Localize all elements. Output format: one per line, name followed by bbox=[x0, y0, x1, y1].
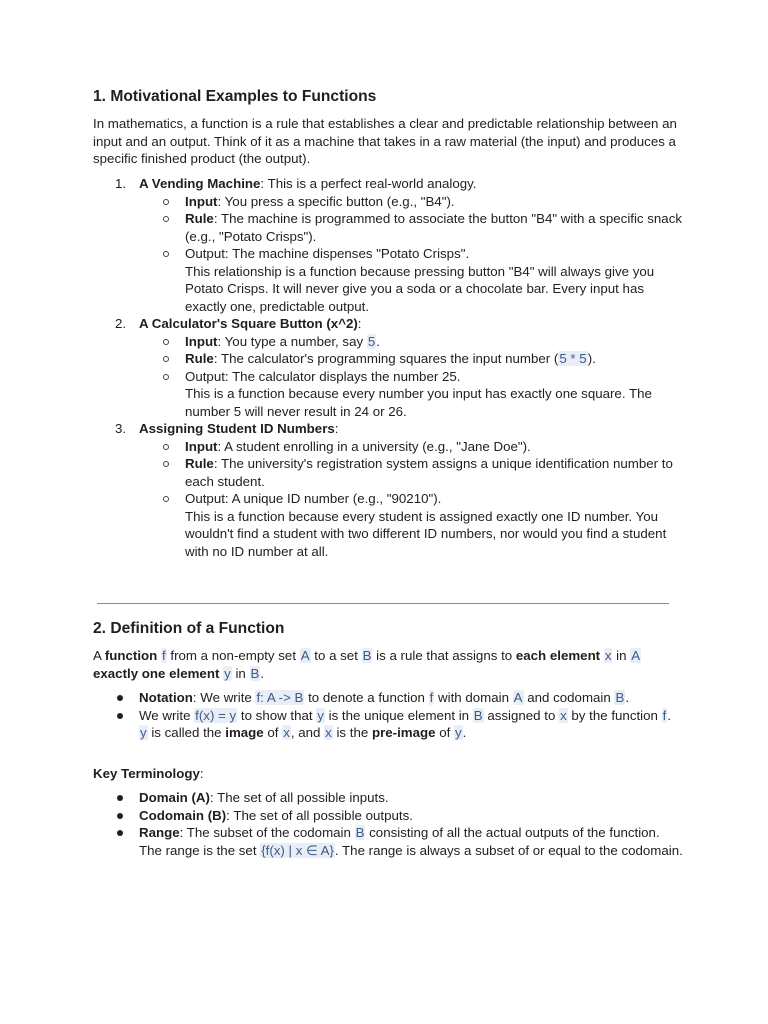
list-item: Range: The subset of the codomain B consisting of all the actual outputs of the function. The range is the set {f(x) | x ∈ A}. The range is always a subset of or equal to the codomain. bbox=[93, 824, 683, 859]
inline-code: f bbox=[161, 648, 166, 663]
circle-bullet-icon bbox=[163, 461, 169, 467]
inline-code: x bbox=[325, 725, 332, 740]
section-2-heading: 2. Definition of a Function bbox=[93, 620, 285, 637]
inline-code: B bbox=[362, 648, 372, 663]
bullet-icon bbox=[117, 813, 123, 819]
intro-paragraph: In mathematics, a function is a rule that establishes a clear and predictable relationship between an input and an output. Think of it as a machine that takes in a raw material (the input) and produces a specific finished product (the output). bbox=[93, 116, 677, 166]
inline-code: f bbox=[662, 707, 667, 723]
key-terminology-heading: Key Terminology: bbox=[93, 766, 204, 781]
example-note: This is a function because every number you input has exactly one square. The number 5 will never result in 24 or 26. bbox=[185, 386, 652, 419]
sub-item-output: Output: The calculator displays the number 25. bbox=[93, 368, 693, 386]
bullet-icon bbox=[117, 695, 123, 701]
inline-code: y bbox=[317, 707, 324, 723]
inline-code: y bbox=[224, 665, 231, 681]
list-number: 1. bbox=[115, 176, 127, 191]
section-1-heading: 1. Motivational Examples to Functions bbox=[93, 88, 377, 105]
sub-item-rule: Rule: The calculator's programming squares the input number (5 * 5). bbox=[93, 350, 693, 368]
list-item: Domain (A): The set of all possible inputs. bbox=[93, 789, 683, 807]
inline-code: 5 bbox=[367, 333, 376, 349]
example-label: A Vending Machine bbox=[139, 176, 261, 191]
inline-code: A bbox=[631, 648, 641, 663]
inline-code: y bbox=[455, 725, 462, 740]
list-item: Notation: We write f: A -> B to denote a function f with domain A and codomain B. bbox=[93, 689, 683, 707]
inline-code: f(x) = y bbox=[195, 707, 237, 723]
list-item: Codomain (B): The set of all possible outputs. bbox=[93, 807, 683, 825]
inline-code: x bbox=[283, 725, 290, 740]
sub-item-output: Output: A unique ID number (e.g., "90210"). bbox=[93, 490, 693, 508]
circle-bullet-icon bbox=[163, 251, 169, 257]
inline-code: B bbox=[250, 665, 260, 681]
sub-item-output: Output: The machine dispenses "Potato Crisps". bbox=[93, 245, 693, 263]
example-label: A Calculator's Square Button (x^2) bbox=[139, 316, 358, 331]
example-note: This relationship is a function because pressing button "B4" will always give you Potato Crisps. It will never give you a soda or a chocolate bar. Every input has exactly one, predictable output. bbox=[185, 263, 655, 314]
list-item: 2. A Calculator's Square Button (x^2): bbox=[115, 316, 362, 331]
inline-code: y bbox=[140, 725, 147, 740]
sub-item-rule: Rule: The university's registration system assigns a unique identification number to each student. bbox=[93, 455, 693, 490]
definition-paragraph: A function f from a non-empty set A to a set B is a rule that assigns to each element x in A exactly one element y in B. bbox=[93, 648, 641, 681]
inline-code: B bbox=[615, 690, 625, 705]
notation-list bbox=[93, 689, 683, 742]
sub-item-input: Input: You press a specific button (e.g., "B4"). bbox=[93, 193, 693, 211]
sub-item-input: Input: You type a number, say 5. bbox=[93, 333, 693, 351]
examples-list bbox=[93, 175, 693, 560]
inline-code: 5 * 5 bbox=[559, 351, 587, 366]
circle-bullet-icon bbox=[163, 444, 169, 450]
section-divider bbox=[97, 603, 669, 604]
example-label: Assigning Student ID Numbers bbox=[139, 421, 335, 436]
list-number: 2. bbox=[115, 316, 127, 331]
sub-item-rule: Rule: The machine is programmed to associate the button "B4" with a specific snack (e.g., "Potato Crisps"). bbox=[93, 210, 693, 245]
circle-bullet-icon bbox=[163, 496, 169, 502]
circle-bullet-icon bbox=[163, 199, 169, 205]
list-item: 1. A Vending Machine: This is a perfect real-world analogy. bbox=[115, 176, 477, 191]
inline-code: B bbox=[355, 825, 365, 840]
circle-bullet-icon bbox=[163, 374, 169, 380]
example-note: This is a function because every student is assigned exactly one ID number. You wouldn't find a student with two different ID numbers, nor would you find a student with no ID number at all. bbox=[185, 508, 667, 559]
terminology-list bbox=[93, 789, 683, 859]
inline-code: B bbox=[473, 707, 483, 723]
inline-code: A bbox=[300, 648, 310, 663]
bullet-icon bbox=[117, 713, 123, 719]
circle-bullet-icon bbox=[163, 216, 169, 222]
inline-code: A bbox=[513, 690, 523, 705]
list-number: 3. bbox=[115, 421, 127, 436]
inline-code: f: A -> B bbox=[256, 690, 304, 705]
list-item: We write f(x) = y to show that y is the unique element in B assigned to x by the function f. y is called the image of x, and x is the pre-image of y. bbox=[93, 707, 683, 742]
bullet-icon bbox=[117, 830, 123, 836]
circle-bullet-icon bbox=[163, 356, 169, 362]
circle-bullet-icon bbox=[163, 339, 169, 345]
bullet-icon bbox=[117, 795, 123, 801]
inline-code: f bbox=[429, 690, 434, 705]
inline-code: x bbox=[604, 648, 612, 663]
inline-code: {f(x) | x ∈ A} bbox=[261, 842, 334, 858]
inline-code: x bbox=[560, 707, 567, 723]
sub-item-input: Input: A student enrolling in a university (e.g., "Jane Doe"). bbox=[93, 438, 693, 456]
list-item: 3. Assigning Student ID Numbers: bbox=[115, 421, 339, 436]
